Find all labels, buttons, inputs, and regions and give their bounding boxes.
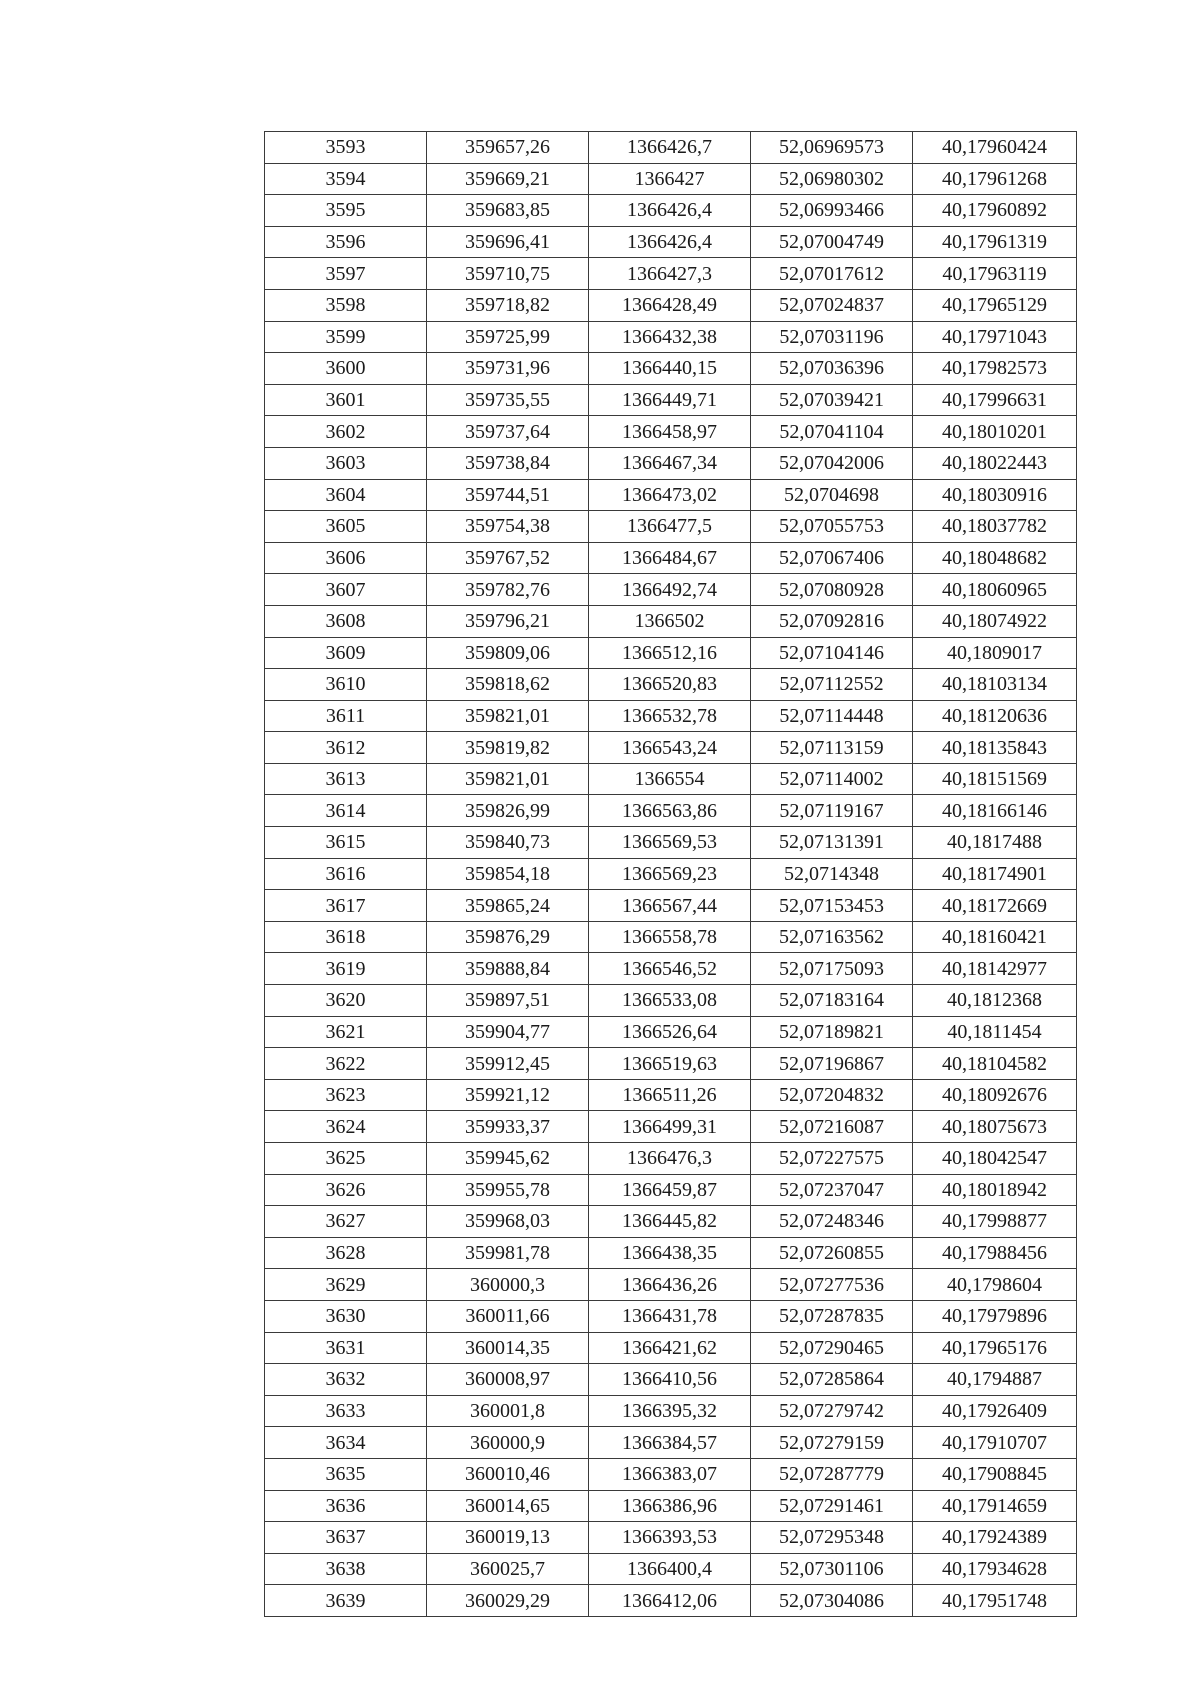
longitude-cell: 40,17910707 [913, 1427, 1077, 1459]
table-row [265, 1206, 1077, 1238]
point-number-cell: 3595 [265, 195, 427, 227]
table-row [265, 258, 1077, 290]
longitude-cell: 40,17996631 [913, 384, 1077, 416]
longitude-cell: 40,17924389 [913, 1522, 1077, 1554]
longitude-cell: 40,18135843 [913, 732, 1077, 764]
table-row [265, 353, 1077, 385]
longitude-cell: 40,18142977 [913, 953, 1077, 985]
latitude-cell: 52,07277536 [751, 1269, 913, 1301]
table-row [265, 132, 1077, 164]
latitude-cell: 52,07067406 [751, 542, 913, 574]
x-coordinate-cell: 360010,46 [427, 1458, 589, 1490]
longitude-cell: 40,17960424 [913, 132, 1077, 164]
point-number-cell: 3612 [265, 732, 427, 764]
longitude-cell: 40,17998877 [913, 1206, 1077, 1238]
longitude-cell: 40,18060965 [913, 574, 1077, 606]
y-coordinate-cell: 1366499,31 [589, 1111, 751, 1143]
latitude-cell: 52,07279742 [751, 1395, 913, 1427]
table-row [265, 1490, 1077, 1522]
x-coordinate-cell: 359767,52 [427, 542, 589, 574]
latitude-cell: 52,07112552 [751, 669, 913, 701]
table-row [265, 1553, 1077, 1585]
table-row [265, 384, 1077, 416]
longitude-cell: 40,18037782 [913, 511, 1077, 543]
longitude-cell: 40,17988456 [913, 1237, 1077, 1269]
point-number-cell: 3598 [265, 289, 427, 321]
longitude-cell: 40,1794887 [913, 1364, 1077, 1396]
longitude-cell: 40,18103134 [913, 669, 1077, 701]
point-number-cell: 3632 [265, 1364, 427, 1396]
x-coordinate-cell: 360019,13 [427, 1522, 589, 1554]
point-number-cell: 3624 [265, 1111, 427, 1143]
longitude-cell: 40,17965129 [913, 289, 1077, 321]
y-coordinate-cell: 1366532,78 [589, 700, 751, 732]
x-coordinate-cell: 360001,8 [427, 1395, 589, 1427]
point-number-cell: 3600 [265, 353, 427, 385]
x-coordinate-cell: 359876,29 [427, 921, 589, 953]
point-number-cell: 3614 [265, 795, 427, 827]
point-number-cell: 3604 [265, 479, 427, 511]
longitude-cell: 40,1812368 [913, 985, 1077, 1017]
longitude-cell: 40,18166146 [913, 795, 1077, 827]
y-coordinate-cell: 1366427,3 [589, 258, 751, 290]
longitude-cell: 40,17960892 [913, 195, 1077, 227]
x-coordinate-cell: 359696,41 [427, 226, 589, 258]
table-row [265, 763, 1077, 795]
table-row [265, 1143, 1077, 1175]
x-coordinate-cell: 360008,97 [427, 1364, 589, 1396]
table-row [265, 985, 1077, 1017]
table-row [265, 827, 1077, 859]
x-coordinate-cell: 359821,01 [427, 700, 589, 732]
point-number-cell: 3637 [265, 1522, 427, 1554]
latitude-cell: 52,07295348 [751, 1522, 913, 1554]
y-coordinate-cell: 1366543,24 [589, 732, 751, 764]
coordinates-table-body [265, 132, 1077, 1617]
y-coordinate-cell: 1366410,56 [589, 1364, 751, 1396]
longitude-cell: 40,18018942 [913, 1174, 1077, 1206]
table-row [265, 1364, 1077, 1396]
x-coordinate-cell: 359737,64 [427, 416, 589, 448]
y-coordinate-cell: 1366484,67 [589, 542, 751, 574]
table-row [265, 416, 1077, 448]
table-row [265, 921, 1077, 953]
point-number-cell: 3605 [265, 511, 427, 543]
point-number-cell: 3617 [265, 890, 427, 922]
y-coordinate-cell: 1366511,26 [589, 1079, 751, 1111]
point-number-cell: 3626 [265, 1174, 427, 1206]
y-coordinate-cell: 1366458,97 [589, 416, 751, 448]
longitude-cell: 40,18010201 [913, 416, 1077, 448]
x-coordinate-cell: 360029,29 [427, 1585, 589, 1617]
latitude-cell: 52,07189821 [751, 1016, 913, 1048]
table-row [265, 542, 1077, 574]
latitude-cell: 52,07291461 [751, 1490, 913, 1522]
y-coordinate-cell: 1366426,7 [589, 132, 751, 164]
point-number-cell: 3610 [265, 669, 427, 701]
x-coordinate-cell: 359683,85 [427, 195, 589, 227]
point-number-cell: 3636 [265, 1490, 427, 1522]
longitude-cell: 40,1809017 [913, 637, 1077, 669]
x-coordinate-cell: 359669,21 [427, 163, 589, 195]
x-coordinate-cell: 359826,99 [427, 795, 589, 827]
longitude-cell: 40,18160421 [913, 921, 1077, 953]
latitude-cell: 52,07290465 [751, 1332, 913, 1364]
x-coordinate-cell: 359818,62 [427, 669, 589, 701]
point-number-cell: 3622 [265, 1048, 427, 1080]
y-coordinate-cell: 1366384,57 [589, 1427, 751, 1459]
latitude-cell: 52,07175093 [751, 953, 913, 985]
point-number-cell: 3608 [265, 605, 427, 637]
y-coordinate-cell: 1366467,34 [589, 447, 751, 479]
x-coordinate-cell: 359725,99 [427, 321, 589, 353]
y-coordinate-cell: 1366393,53 [589, 1522, 751, 1554]
point-number-cell: 3630 [265, 1300, 427, 1332]
longitude-cell: 40,18174901 [913, 858, 1077, 890]
point-number-cell: 3606 [265, 542, 427, 574]
x-coordinate-cell: 359865,24 [427, 890, 589, 922]
table-row [265, 669, 1077, 701]
x-coordinate-cell: 360014,65 [427, 1490, 589, 1522]
point-number-cell: 3615 [265, 827, 427, 859]
latitude-cell: 52,07039421 [751, 384, 913, 416]
table-row [265, 511, 1077, 543]
x-coordinate-cell: 359955,78 [427, 1174, 589, 1206]
y-coordinate-cell: 1366502 [589, 605, 751, 637]
y-coordinate-cell: 1366440,15 [589, 353, 751, 385]
table-row [265, 574, 1077, 606]
table-row [265, 890, 1077, 922]
x-coordinate-cell: 359945,62 [427, 1143, 589, 1175]
table-row [265, 321, 1077, 353]
longitude-cell: 40,18030916 [913, 479, 1077, 511]
longitude-cell: 40,17926409 [913, 1395, 1077, 1427]
latitude-cell: 52,07042006 [751, 447, 913, 479]
point-number-cell: 3623 [265, 1079, 427, 1111]
point-number-cell: 3602 [265, 416, 427, 448]
y-coordinate-cell: 1366569,23 [589, 858, 751, 890]
latitude-cell: 52,07227575 [751, 1143, 913, 1175]
x-coordinate-cell: 359821,01 [427, 763, 589, 795]
longitude-cell: 40,1811454 [913, 1016, 1077, 1048]
y-coordinate-cell: 1366432,38 [589, 321, 751, 353]
point-number-cell: 3599 [265, 321, 427, 353]
x-coordinate-cell: 359718,82 [427, 289, 589, 321]
y-coordinate-cell: 1366395,32 [589, 1395, 751, 1427]
point-number-cell: 3597 [265, 258, 427, 290]
y-coordinate-cell: 1366436,26 [589, 1269, 751, 1301]
latitude-cell: 52,06980302 [751, 163, 913, 195]
point-number-cell: 3619 [265, 953, 427, 985]
longitude-cell: 40,17965176 [913, 1332, 1077, 1364]
longitude-cell: 40,18042547 [913, 1143, 1077, 1175]
x-coordinate-cell: 359710,75 [427, 258, 589, 290]
latitude-cell: 52,06969573 [751, 132, 913, 164]
latitude-cell: 52,07041104 [751, 416, 913, 448]
point-number-cell: 3627 [265, 1206, 427, 1238]
y-coordinate-cell: 1366546,52 [589, 953, 751, 985]
latitude-cell: 52,07080928 [751, 574, 913, 606]
table-row [265, 700, 1077, 732]
latitude-cell: 52,07163562 [751, 921, 913, 953]
y-coordinate-cell: 1366445,82 [589, 1206, 751, 1238]
point-number-cell: 3596 [265, 226, 427, 258]
table-row [265, 226, 1077, 258]
y-coordinate-cell: 1366459,87 [589, 1174, 751, 1206]
point-number-cell: 3620 [265, 985, 427, 1017]
table-row [265, 795, 1077, 827]
point-number-cell: 3631 [265, 1332, 427, 1364]
table-row [265, 1174, 1077, 1206]
point-number-cell: 3639 [265, 1585, 427, 1617]
longitude-cell: 40,18172669 [913, 890, 1077, 922]
y-coordinate-cell: 1366567,44 [589, 890, 751, 922]
y-coordinate-cell: 1366421,62 [589, 1332, 751, 1364]
point-number-cell: 3618 [265, 921, 427, 953]
longitude-cell: 40,18074922 [913, 605, 1077, 637]
y-coordinate-cell: 1366427 [589, 163, 751, 195]
longitude-cell: 40,17971043 [913, 321, 1077, 353]
table-row [265, 163, 1077, 195]
y-coordinate-cell: 1366449,71 [589, 384, 751, 416]
point-number-cell: 3633 [265, 1395, 427, 1427]
x-coordinate-cell: 359933,37 [427, 1111, 589, 1143]
table-row [265, 195, 1077, 227]
table-row [265, 1395, 1077, 1427]
y-coordinate-cell: 1366492,74 [589, 574, 751, 606]
y-coordinate-cell: 1366412,06 [589, 1585, 751, 1617]
table-row [265, 1016, 1077, 1048]
longitude-cell: 40,1798604 [913, 1269, 1077, 1301]
longitude-cell: 40,18151569 [913, 763, 1077, 795]
longitude-cell: 40,17961268 [913, 163, 1077, 195]
table-row [265, 637, 1077, 669]
y-coordinate-cell: 1366431,78 [589, 1300, 751, 1332]
x-coordinate-cell: 359888,84 [427, 953, 589, 985]
longitude-cell: 40,17934628 [913, 1553, 1077, 1585]
table-row [265, 858, 1077, 890]
x-coordinate-cell: 359754,38 [427, 511, 589, 543]
y-coordinate-cell: 1366476,3 [589, 1143, 751, 1175]
table-row [265, 1585, 1077, 1617]
point-number-cell: 3616 [265, 858, 427, 890]
y-coordinate-cell: 1366400,4 [589, 1553, 751, 1585]
table-row [265, 289, 1077, 321]
x-coordinate-cell: 360000,3 [427, 1269, 589, 1301]
table-row [265, 1427, 1077, 1459]
point-number-cell: 3638 [265, 1553, 427, 1585]
x-coordinate-cell: 360011,66 [427, 1300, 589, 1332]
latitude-cell: 52,07287835 [751, 1300, 913, 1332]
latitude-cell: 52,07216087 [751, 1111, 913, 1143]
point-number-cell: 3611 [265, 700, 427, 732]
y-coordinate-cell: 1366519,63 [589, 1048, 751, 1080]
table-row [265, 732, 1077, 764]
latitude-cell: 52,07248346 [751, 1206, 913, 1238]
x-coordinate-cell: 359735,55 [427, 384, 589, 416]
longitude-cell: 40,17908845 [913, 1458, 1077, 1490]
longitude-cell: 40,17961319 [913, 226, 1077, 258]
latitude-cell: 52,07017612 [751, 258, 913, 290]
point-number-cell: 3613 [265, 763, 427, 795]
point-number-cell: 3601 [265, 384, 427, 416]
point-number-cell: 3603 [265, 447, 427, 479]
x-coordinate-cell: 359968,03 [427, 1206, 589, 1238]
x-coordinate-cell: 359904,77 [427, 1016, 589, 1048]
latitude-cell: 52,0704698 [751, 479, 913, 511]
x-coordinate-cell: 359819,82 [427, 732, 589, 764]
point-number-cell: 3621 [265, 1016, 427, 1048]
x-coordinate-cell: 359854,18 [427, 858, 589, 890]
table-row [265, 1332, 1077, 1364]
table-row [265, 1458, 1077, 1490]
latitude-cell: 52,07119167 [751, 795, 913, 827]
point-number-cell: 3629 [265, 1269, 427, 1301]
longitude-cell: 40,17979896 [913, 1300, 1077, 1332]
table-row [265, 605, 1077, 637]
point-number-cell: 3593 [265, 132, 427, 164]
latitude-cell: 52,07131391 [751, 827, 913, 859]
coordinates-table [264, 131, 1077, 1617]
x-coordinate-cell: 359744,51 [427, 479, 589, 511]
latitude-cell: 52,07114002 [751, 763, 913, 795]
latitude-cell: 52,07260855 [751, 1237, 913, 1269]
y-coordinate-cell: 1366438,35 [589, 1237, 751, 1269]
y-coordinate-cell: 1366383,07 [589, 1458, 751, 1490]
point-number-cell: 3607 [265, 574, 427, 606]
x-coordinate-cell: 360014,35 [427, 1332, 589, 1364]
latitude-cell: 52,07285864 [751, 1364, 913, 1396]
table-row [265, 953, 1077, 985]
latitude-cell: 52,06993466 [751, 195, 913, 227]
latitude-cell: 52,07196867 [751, 1048, 913, 1080]
longitude-cell: 40,18048682 [913, 542, 1077, 574]
table-row [265, 447, 1077, 479]
latitude-cell: 52,07092816 [751, 605, 913, 637]
latitude-cell: 52,07055753 [751, 511, 913, 543]
point-number-cell: 3635 [265, 1458, 427, 1490]
latitude-cell: 52,07113159 [751, 732, 913, 764]
x-coordinate-cell: 359796,21 [427, 605, 589, 637]
longitude-cell: 40,17951748 [913, 1585, 1077, 1617]
y-coordinate-cell: 1366428,49 [589, 289, 751, 321]
y-coordinate-cell: 1366558,78 [589, 921, 751, 953]
x-coordinate-cell: 359809,06 [427, 637, 589, 669]
x-coordinate-cell: 359897,51 [427, 985, 589, 1017]
x-coordinate-cell: 359912,45 [427, 1048, 589, 1080]
table-row [265, 1522, 1077, 1554]
point-number-cell: 3594 [265, 163, 427, 195]
latitude-cell: 52,07031196 [751, 321, 913, 353]
x-coordinate-cell: 359981,78 [427, 1237, 589, 1269]
y-coordinate-cell: 1366520,83 [589, 669, 751, 701]
table-row [265, 1300, 1077, 1332]
y-coordinate-cell: 1366426,4 [589, 195, 751, 227]
x-coordinate-cell: 360025,7 [427, 1553, 589, 1585]
point-number-cell: 3609 [265, 637, 427, 669]
y-coordinate-cell: 1366526,64 [589, 1016, 751, 1048]
x-coordinate-cell: 359782,76 [427, 574, 589, 606]
longitude-cell: 40,17914659 [913, 1490, 1077, 1522]
latitude-cell: 52,07114448 [751, 700, 913, 732]
x-coordinate-cell: 359840,73 [427, 827, 589, 859]
latitude-cell: 52,07183164 [751, 985, 913, 1017]
latitude-cell: 52,07287779 [751, 1458, 913, 1490]
y-coordinate-cell: 1366569,53 [589, 827, 751, 859]
latitude-cell: 52,07104146 [751, 637, 913, 669]
latitude-cell: 52,07036396 [751, 353, 913, 385]
y-coordinate-cell: 1366512,16 [589, 637, 751, 669]
y-coordinate-cell: 1366477,5 [589, 511, 751, 543]
point-number-cell: 3628 [265, 1237, 427, 1269]
y-coordinate-cell: 1366554 [589, 763, 751, 795]
point-number-cell: 3625 [265, 1143, 427, 1175]
y-coordinate-cell: 1366473,02 [589, 479, 751, 511]
latitude-cell: 52,07279159 [751, 1427, 913, 1459]
longitude-cell: 40,18092676 [913, 1079, 1077, 1111]
table-row [265, 1269, 1077, 1301]
x-coordinate-cell: 359921,12 [427, 1079, 589, 1111]
table-row [265, 1237, 1077, 1269]
latitude-cell: 52,07004749 [751, 226, 913, 258]
table-row [265, 1079, 1077, 1111]
latitude-cell: 52,07153453 [751, 890, 913, 922]
y-coordinate-cell: 1366386,96 [589, 1490, 751, 1522]
longitude-cell: 40,17963119 [913, 258, 1077, 290]
y-coordinate-cell: 1366533,08 [589, 985, 751, 1017]
longitude-cell: 40,18104582 [913, 1048, 1077, 1080]
latitude-cell: 52,0714348 [751, 858, 913, 890]
longitude-cell: 40,17982573 [913, 353, 1077, 385]
longitude-cell: 40,1817488 [913, 827, 1077, 859]
table-row [265, 479, 1077, 511]
point-number-cell: 3634 [265, 1427, 427, 1459]
latitude-cell: 52,07237047 [751, 1174, 913, 1206]
x-coordinate-cell: 359657,26 [427, 132, 589, 164]
latitude-cell: 52,07304086 [751, 1585, 913, 1617]
latitude-cell: 52,07301106 [751, 1553, 913, 1585]
longitude-cell: 40,18075673 [913, 1111, 1077, 1143]
y-coordinate-cell: 1366426,4 [589, 226, 751, 258]
x-coordinate-cell: 359738,84 [427, 447, 589, 479]
longitude-cell: 40,18022443 [913, 447, 1077, 479]
x-coordinate-cell: 359731,96 [427, 353, 589, 385]
table-row [265, 1111, 1077, 1143]
table-row [265, 1048, 1077, 1080]
latitude-cell: 52,07204832 [751, 1079, 913, 1111]
latitude-cell: 52,07024837 [751, 289, 913, 321]
x-coordinate-cell: 360000,9 [427, 1427, 589, 1459]
longitude-cell: 40,18120636 [913, 700, 1077, 732]
y-coordinate-cell: 1366563,86 [589, 795, 751, 827]
